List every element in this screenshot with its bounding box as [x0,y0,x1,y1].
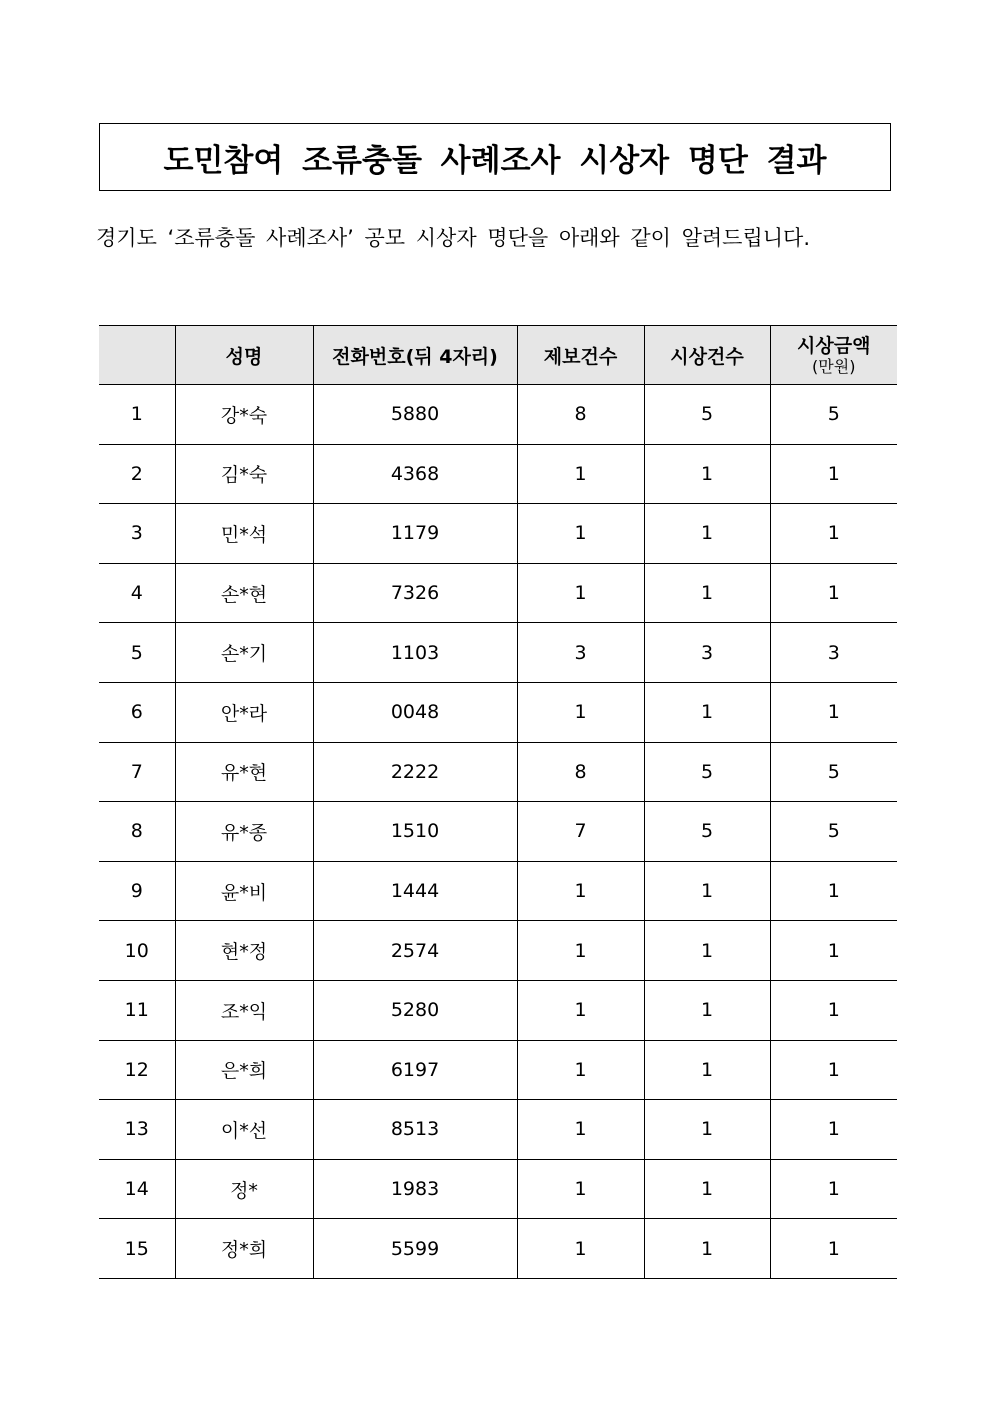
header-amount-unit: (만원) [812,357,856,376]
cell-amount: 1 [770,563,897,623]
cell-reports: 1 [517,1159,644,1219]
header-reports: 제보건수 [517,326,644,385]
cell-phone: 2574 [313,921,517,981]
cell-awards: 1 [644,444,770,504]
cell-awards: 1 [644,504,770,564]
header-no [99,326,175,385]
table-row [99,980,897,1040]
cell-reports: 8 [517,742,644,802]
cell-name: 조*익 [175,980,313,1040]
cell-name: 정*희 [175,1219,313,1279]
table-row [99,1159,897,1219]
table-row [99,682,897,742]
table-row [99,504,897,564]
table-body [99,385,897,1279]
cell-reports: 8 [517,385,644,445]
cell-phone: 1103 [313,623,517,683]
cell-reports: 1 [517,1219,644,1279]
cell-no: 2 [99,444,175,504]
cell-phone: 4368 [313,444,517,504]
cell-awards: 1 [644,563,770,623]
cell-name: 김*숙 [175,444,313,504]
cell-no: 3 [99,504,175,564]
cell-phone: 5599 [313,1219,517,1279]
cell-reports: 1 [517,921,644,981]
cell-no: 7 [99,742,175,802]
title-box [99,123,891,191]
table-row [99,385,897,445]
cell-awards: 1 [644,921,770,981]
cell-amount: 1 [770,1159,897,1219]
cell-amount: 1 [770,980,897,1040]
cell-name: 이*선 [175,1100,313,1160]
cell-awards: 1 [644,1219,770,1279]
cell-no: 5 [99,623,175,683]
cell-name: 안*라 [175,682,313,742]
cell-reports: 1 [517,1040,644,1100]
cell-phone: 1510 [313,802,517,862]
cell-name: 현*정 [175,921,313,981]
cell-no: 15 [99,1219,175,1279]
cell-phone: 7326 [313,563,517,623]
cell-phone: 5280 [313,980,517,1040]
cell-awards: 5 [644,802,770,862]
cell-name: 윤*비 [175,861,313,921]
cell-no: 1 [99,385,175,445]
cell-amount: 1 [770,682,897,742]
cell-no: 9 [99,861,175,921]
cell-awards: 1 [644,682,770,742]
cell-awards: 1 [644,1040,770,1100]
cell-name: 유*현 [175,742,313,802]
awardee-table [99,325,897,1279]
cell-amount: 1 [770,444,897,504]
cell-reports: 3 [517,623,644,683]
table-row [99,623,897,683]
cell-amount: 1 [770,504,897,564]
cell-awards: 1 [644,1159,770,1219]
table-row [99,742,897,802]
cell-no: 13 [99,1100,175,1160]
header-name: 성명 [175,326,313,385]
table-header-row [99,326,897,385]
cell-phone: 6197 [313,1040,517,1100]
header-amount-label: 시상금액 [797,335,871,357]
cell-awards: 5 [644,385,770,445]
cell-name: 민*석 [175,504,313,564]
cell-no: 11 [99,980,175,1040]
table-row [99,1100,897,1160]
cell-no: 12 [99,1040,175,1100]
table-row [99,1219,897,1279]
table-row [99,444,897,504]
cell-awards: 1 [644,1100,770,1160]
cell-reports: 1 [517,861,644,921]
cell-reports: 1 [517,980,644,1040]
cell-name: 은*희 [175,1040,313,1100]
cell-reports: 1 [517,682,644,742]
cell-no: 14 [99,1159,175,1219]
table-row [99,802,897,862]
cell-no: 6 [99,682,175,742]
header-phone: 전화번호(뒤 4자리) [313,326,517,385]
cell-name: 손*기 [175,623,313,683]
page-title: 도민참여 조류충돌 사례조사 시상자 명단 결과 [163,142,827,179]
cell-amount: 5 [770,385,897,445]
cell-amount: 1 [770,1040,897,1100]
cell-no: 4 [99,563,175,623]
table-row [99,1040,897,1100]
cell-name: 강*숙 [175,385,313,445]
cell-amount: 5 [770,802,897,862]
cell-name: 정* [175,1159,313,1219]
cell-phone: 2222 [313,742,517,802]
cell-phone: 1179 [313,504,517,564]
table-row [99,563,897,623]
cell-phone: 1983 [313,1159,517,1219]
cell-amount: 3 [770,623,897,683]
cell-amount: 5 [770,742,897,802]
table-row [99,861,897,921]
cell-amount: 1 [770,861,897,921]
cell-no: 10 [99,921,175,981]
cell-amount: 1 [770,1100,897,1160]
cell-name: 유*종 [175,802,313,862]
cell-reports: 1 [517,1100,644,1160]
table-row [99,921,897,981]
cell-amount: 1 [770,921,897,981]
cell-phone: 5880 [313,385,517,445]
cell-phone: 1444 [313,861,517,921]
cell-no: 8 [99,802,175,862]
cell-reports: 1 [517,563,644,623]
cell-awards: 5 [644,742,770,802]
cell-awards: 1 [644,861,770,921]
header-awards: 시상건수 [644,326,770,385]
intro-text: 경기도 ‘조류충돌 사례조사’ 공모 시상자 명단을 아래와 같이 알려드립니다. [96,226,811,250]
cell-name: 손*현 [175,563,313,623]
header-amount [770,326,897,385]
cell-reports: 1 [517,504,644,564]
cell-reports: 7 [517,802,644,862]
cell-awards: 1 [644,980,770,1040]
cell-phone: 0048 [313,682,517,742]
cell-awards: 3 [644,623,770,683]
cell-phone: 8513 [313,1100,517,1160]
cell-amount: 1 [770,1219,897,1279]
cell-reports: 1 [517,444,644,504]
